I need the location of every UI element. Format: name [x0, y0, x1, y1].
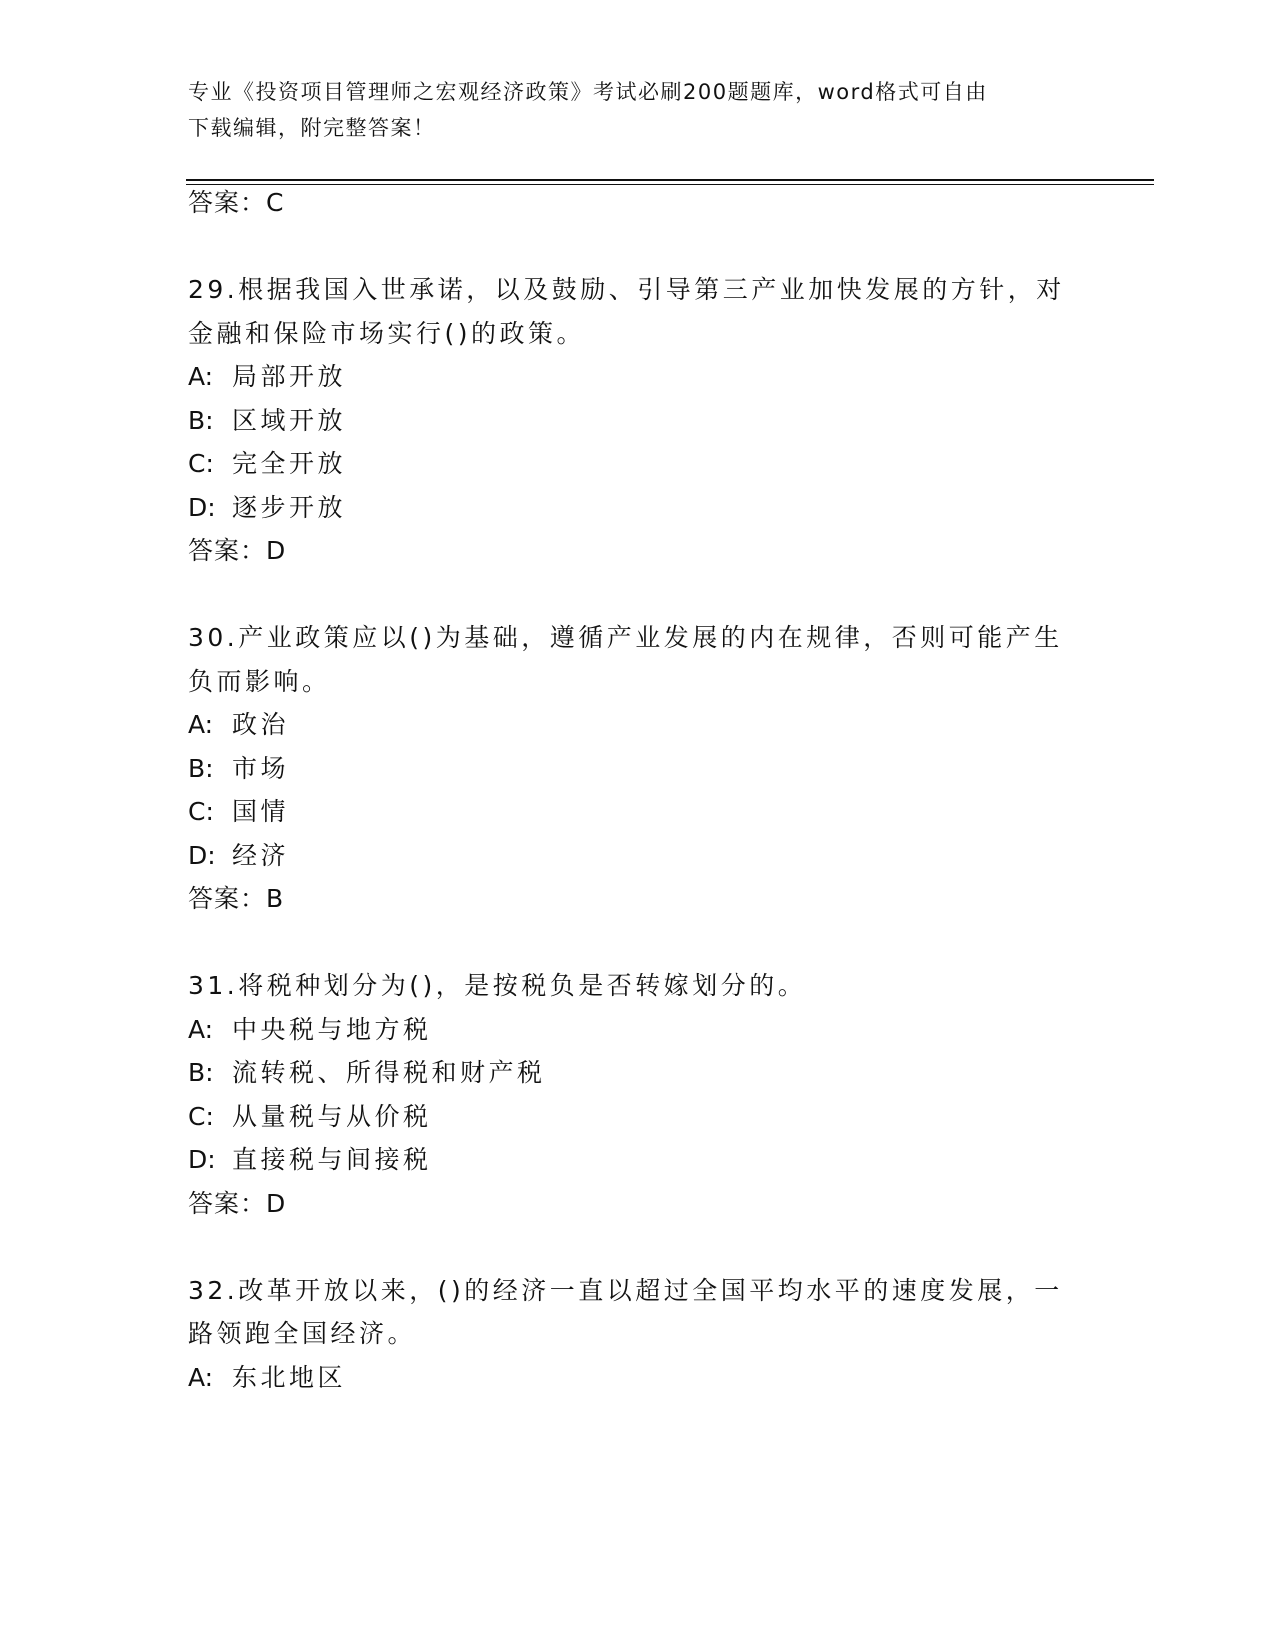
q31-answer: 答案：D [188, 1189, 287, 1218]
option-letter: A: [188, 710, 214, 739]
q31-option-c [188, 1100, 432, 1134]
q29-option-d [188, 491, 346, 525]
header-rule-thin [186, 184, 1154, 185]
option-text: 区域开放 [232, 406, 347, 435]
q30-option-d [188, 839, 289, 873]
option-letter: A: [188, 362, 214, 391]
header-line-1: 专业《投资项目管理师之宏观经济政策》考试必刷200题题库，word格式可自由 [188, 80, 988, 104]
q29-option-a [188, 360, 346, 394]
option-text: 市场 [232, 754, 290, 783]
option-text: 国情 [232, 797, 290, 826]
option-text: 东北地区 [232, 1363, 347, 1392]
q29-option-c [188, 447, 346, 481]
option-letter: D: [188, 493, 216, 522]
document-header [188, 74, 1088, 146]
option-text: 完全开放 [232, 449, 347, 478]
option-letter: C: [188, 797, 214, 826]
option-letter: C: [188, 1102, 214, 1131]
q32-text-line-2: 路领跑全国经济。 [188, 1319, 417, 1348]
q30-text-line-1: 30.产业政策应以()为基础，遵循产业发展的内在规律，否则可能产生 [188, 623, 1063, 652]
q31-option-d [188, 1143, 432, 1177]
answer-28: 答案：C [188, 188, 285, 217]
option-letter: A: [188, 1363, 214, 1392]
option-letter: D: [188, 1145, 216, 1174]
option-text: 经济 [232, 841, 290, 870]
option-letter: A: [188, 1015, 214, 1044]
q29-answer: 答案：D [188, 536, 287, 565]
q30-option-a [188, 708, 289, 742]
q31-option-b [188, 1056, 546, 1090]
option-text: 局部开放 [232, 362, 347, 391]
option-letter: B: [188, 1058, 214, 1087]
option-text: 从量税与从价税 [232, 1102, 432, 1131]
q29-text-line-1: 29.根据我国入世承诺，以及鼓励、引导第三产业加快发展的方针，对 [188, 275, 1065, 304]
option-text: 直接税与间接税 [232, 1145, 432, 1174]
q31-option-a [188, 1013, 432, 1047]
q29-option-b [188, 404, 346, 438]
q30-option-b [188, 752, 289, 786]
option-text: 政治 [232, 710, 290, 739]
q32-text-line-1: 32.改革开放以来，()的经济一直以超过全国平均水平的速度发展，一 [188, 1276, 1063, 1305]
option-text: 流转税、所得税和财产税 [232, 1058, 546, 1087]
option-text: 中央税与地方税 [232, 1015, 432, 1044]
q32-option-a [188, 1361, 346, 1395]
option-letter: C: [188, 449, 214, 478]
q31-text-line-1: 31.将税种划分为()，是按税负是否转嫁划分的。 [188, 971, 807, 1000]
option-letter: D: [188, 841, 216, 870]
q30-text-line-2: 负而影响。 [188, 667, 331, 696]
option-letter: B: [188, 406, 214, 435]
q30-option-c [188, 795, 289, 829]
header-line-2: 下载编辑，附完整答案！ [188, 116, 436, 140]
q30-answer: 答案：B [188, 884, 285, 913]
option-text: 逐步开放 [232, 493, 347, 522]
option-letter: B: [188, 754, 214, 783]
header-rule-thick [186, 179, 1154, 181]
q29-text-line-2: 金融和保险市场实行()的政策。 [188, 319, 586, 348]
